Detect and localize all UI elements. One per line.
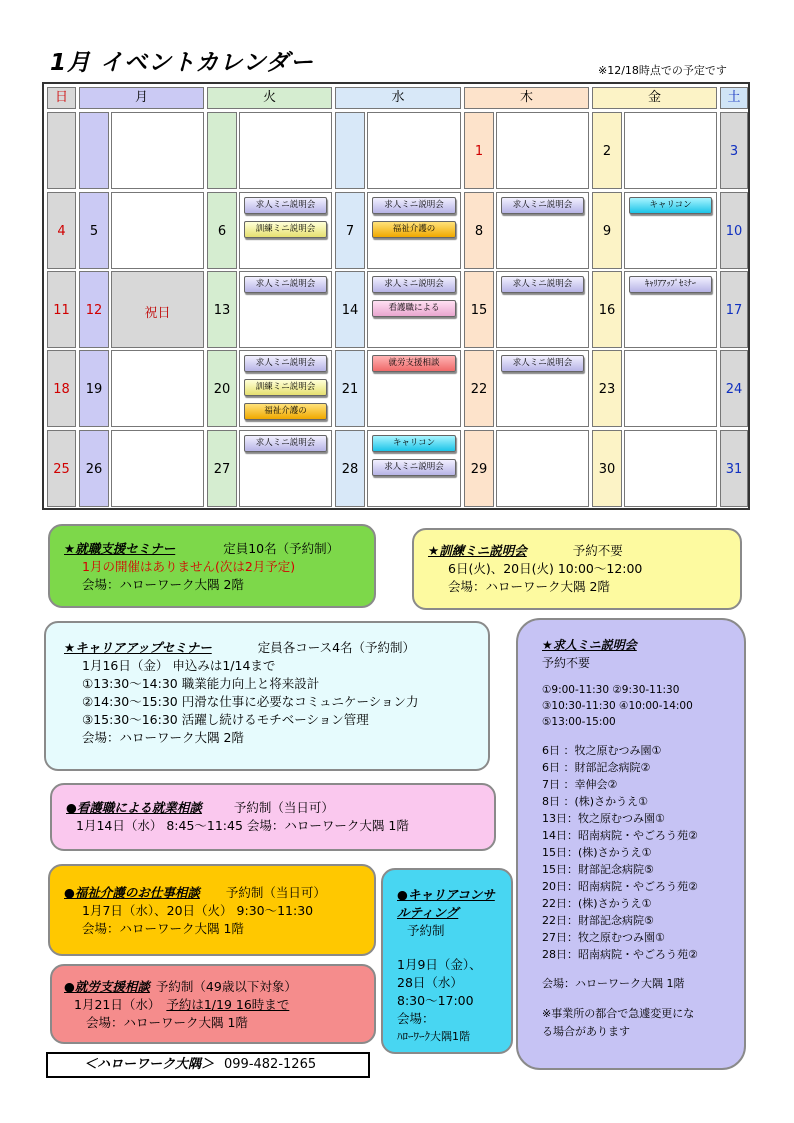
weekday-header-fri: 金 [592, 87, 717, 109]
job-entries [542, 742, 744, 963]
day-number-cell [335, 271, 365, 348]
weekday-header-sat: 土 [720, 87, 748, 109]
day-number-cell [335, 192, 365, 269]
day-number: 2 [602, 143, 612, 159]
careerup-course-2: ②14:30～15:30 円滑な仕事に必要なコミュニケーション力 [82, 694, 419, 709]
day-number: 25 [53, 461, 70, 477]
day-number-cell [79, 192, 109, 269]
job-entry: 14日：昭南病院・やごろう苑② [542, 829, 698, 842]
day-number: 17 [725, 302, 743, 318]
day-events-cell [367, 112, 461, 189]
day-number-cell [207, 350, 237, 427]
event-badge[interactable]: 求人ミニ説明会 [501, 355, 584, 372]
day-events-cell [111, 350, 204, 427]
day-number-cell [464, 271, 494, 348]
job-venue: 会場：ハローワーク大隅 1階 [542, 977, 685, 990]
seminar-notice: 1月の開催はありません(次は2月予定) [82, 559, 296, 574]
day-events-cell [496, 271, 589, 348]
event-badge[interactable]: 求人ミニ説明会 [244, 197, 327, 214]
day-cell [720, 112, 748, 189]
day-number: 21 [341, 381, 359, 397]
day-number-cell [79, 350, 109, 427]
seminar-title: ★就職支援セミナー [64, 541, 176, 556]
day-number: 14 [341, 302, 359, 318]
welfare-dates: 1月7日（水）、20日（火） 9:30～11:30 [82, 903, 314, 918]
day-events-cell [624, 271, 717, 348]
day-number: 9 [602, 223, 612, 239]
careerup-venue: 会場：ハローワーク大隅 2階 [82, 730, 244, 745]
day-events-cell [624, 112, 717, 189]
day-cell [720, 271, 748, 348]
day-events-cell [239, 271, 332, 348]
job-entry: 6日 ：財部記念病院② [542, 761, 651, 774]
day-number: 20 [213, 381, 231, 397]
consulting-date-1: 1月9日（金）、 [397, 957, 482, 972]
event-badge[interactable]: 就労支援相談 [372, 355, 456, 372]
event-badge[interactable]: 求人ミニ説明会 [244, 435, 327, 452]
careerup-date: 1月16日（金） 申込みは1/14まで [82, 658, 276, 673]
employment-title: ●就労支援相談 [64, 979, 150, 994]
weekday-header-tue: 火 [207, 87, 332, 109]
day-number: 26 [85, 461, 103, 477]
day-events-cell [367, 350, 461, 427]
event-badge[interactable]: 訓練ミニ説明会 [244, 379, 327, 396]
day-events-cell [239, 430, 332, 507]
day-events-cell [496, 192, 589, 269]
day-number: 3 [729, 143, 739, 159]
day-number: 8 [474, 223, 484, 239]
job-entry: 15日：(株)さかうえ① [542, 846, 652, 859]
day-number: 7 [345, 223, 355, 239]
day-number: 6 [217, 223, 227, 239]
day-events-cell [239, 112, 332, 189]
day-events-cell [111, 192, 204, 269]
seminar-box [48, 524, 376, 608]
event-badge[interactable]: 福祉介護の [244, 403, 327, 420]
day-events-cell [496, 430, 589, 507]
day-number-cell [207, 271, 237, 348]
day-number-cell [207, 192, 237, 269]
day-number-cell [335, 430, 365, 507]
event-badge[interactable]: 求人ミニ説明会 [244, 276, 327, 293]
day-number: 28 [341, 461, 359, 477]
welfare-venue: 会場：ハローワーク大隅 1階 [82, 921, 244, 936]
careerup-capacity: 定員各コース4名（予約制） [257, 640, 416, 655]
job-time-slot: ⑤13:00-15:00 [542, 716, 616, 728]
consulting-title-2: ルティング [397, 905, 459, 920]
welfare-reservation: 予約制（当日可） [225, 885, 326, 900]
employment-box [50, 964, 376, 1044]
day-number-cell [592, 192, 622, 269]
contact-name: ＜ハローワーク大隅＞ [84, 1057, 215, 1072]
day-number-cell [592, 271, 622, 348]
welfare-title: ●福祉介護のお仕事相談 [64, 885, 200, 900]
day-number: 12 [85, 302, 103, 318]
holiday-label: 祝日 [144, 305, 171, 321]
day-cell [720, 192, 748, 269]
event-badge[interactable]: 求人ミニ説明会 [501, 197, 584, 214]
careerup-title: ★キャリアアップセミナー [64, 640, 212, 655]
job-time-slot: ③10:30-11:30 ④10:00-14:00 [542, 700, 693, 712]
day-cell [47, 112, 76, 189]
employment-deadline: 予約は1/19 16時まで [166, 997, 290, 1012]
day-number: 16 [598, 302, 616, 318]
job-entry: 27日：牧之原むつみ園① [542, 931, 665, 944]
seminar-capacity: 定員10名（予約制） [223, 541, 340, 556]
day-number-cell [335, 112, 365, 189]
seminar-venue: 会場：ハローワーク大隅 2階 [82, 577, 244, 592]
job-box [516, 618, 746, 1070]
consulting-reservation: 予約制 [407, 923, 445, 938]
employment-venue: 会場：ハローワーク大隅 1階 [86, 1015, 248, 1030]
day-events-cell [111, 112, 204, 189]
day-number: 1 [474, 143, 484, 159]
day-events-cell [111, 430, 204, 507]
day-cell [47, 350, 76, 427]
training-reservation: 予約不要 [572, 543, 623, 558]
weekday-header-wed: 水 [335, 87, 461, 109]
weekday-header-sun: 日 [47, 87, 76, 109]
day-cell [720, 350, 748, 427]
job-title: ★求人ミニ説明会 [542, 638, 637, 652]
consulting-venue-2: ﾊﾛｰﾜｰｸ大隅1階 [397, 1030, 470, 1043]
day-number: 29 [470, 461, 488, 477]
job-entry: 7日 ：幸伸会② [542, 778, 618, 791]
day-cell [47, 430, 76, 507]
day-number-cell [592, 350, 622, 427]
event-badge[interactable]: 求人ミニ説明会 [501, 276, 584, 293]
event-badge[interactable]: 看護職による [372, 300, 456, 317]
day-number-cell [207, 112, 237, 189]
day-events-cell [367, 271, 461, 348]
event-calendar [42, 82, 750, 510]
day-events-cell [624, 192, 717, 269]
day-events-cell [239, 192, 332, 269]
day-number-cell [79, 271, 109, 348]
day-events-cell [624, 430, 717, 507]
nursing-reservation: 予約制（当日可） [233, 800, 334, 815]
day-number-cell [592, 430, 622, 507]
day-number: 4 [57, 223, 66, 239]
job-entry: 28日：昭南病院・やごろう苑② [542, 948, 698, 961]
day-number: 23 [598, 381, 616, 397]
nursing-schedule: 1月14日（水） 8:45～11:45 会場：ハローワーク大隅 1階 [76, 818, 409, 833]
day-number: 30 [598, 461, 616, 477]
day-events-cell [367, 430, 461, 507]
consulting-date-2: 28日（水） [397, 975, 463, 990]
job-times [542, 682, 744, 730]
day-number-cell [464, 430, 494, 507]
event-badge[interactable]: 求人ミニ説明会 [372, 197, 456, 214]
training-box [412, 528, 742, 610]
consulting-time: 8:30～17:00 [397, 993, 474, 1008]
employment-reservation: 予約制（49歳以下対象） [155, 979, 297, 994]
event-badge[interactable]: 求人ミニ説明会 [372, 276, 456, 293]
day-number-cell [464, 192, 494, 269]
day-events-cell [624, 350, 717, 427]
nursing-box [50, 783, 496, 851]
employment-date: 1月21日（水） [74, 997, 161, 1012]
contact-phone: 099-482-1265 [224, 1057, 317, 1072]
day-number-cell [592, 112, 622, 189]
day-cell [47, 192, 76, 269]
job-entry: 8日 ：(株)さかうえ① [542, 795, 648, 808]
weekday-header-thu: 木 [464, 87, 589, 109]
careerup-course-1: ①13:30～14:30 職業能力向上と将来設計 [82, 676, 320, 691]
job-entry: 22日：財部記念病院⑤ [542, 914, 654, 927]
job-note-2: る場合があります [542, 1025, 630, 1038]
day-number-cell [464, 350, 494, 427]
day-number: 24 [725, 381, 743, 397]
day-events-cell [367, 192, 461, 269]
day-number-cell [207, 430, 237, 507]
event-badge[interactable]: 求人ミニ説明会 [244, 355, 327, 372]
day-number-cell [79, 430, 109, 507]
job-entry: 20日：昭南病院・やごろう苑② [542, 880, 698, 893]
day-number: 27 [213, 461, 231, 477]
nursing-title: ●看護職による就業相談 [66, 800, 202, 815]
day-number: 19 [85, 381, 103, 397]
training-title: ★訓練ミニ説明会 [428, 543, 527, 558]
event-badge[interactable]: ｷｬﾘｱｱｯﾌﾟｾﾐﾅｰ [629, 276, 712, 293]
day-number-cell [335, 350, 365, 427]
day-cell [720, 430, 748, 507]
day-number: 13 [213, 302, 231, 318]
day-number: 5 [89, 223, 99, 239]
job-entry: 15日：財部記念病院⑤ [542, 863, 654, 876]
job-entry: 22日：(株)さかうえ① [542, 897, 652, 910]
training-dates: 6日(火)、20日(火) 10:00～12:00 [448, 561, 643, 576]
event-badge[interactable]: キャリコン [629, 197, 712, 214]
day-number: 15 [470, 302, 488, 318]
event-badge[interactable]: キャリコン [372, 435, 456, 452]
job-reservation: 予約不要 [542, 656, 591, 670]
training-venue: 会場：ハローワーク大隅 2階 [448, 579, 610, 594]
job-entry: 6日 ：牧之原むつみ園① [542, 744, 662, 757]
day-number-cell [464, 112, 494, 189]
day-number: 31 [725, 461, 743, 477]
careerup-course-3: ③15:30～16:30 活躍し続けるモチベーション管理 [82, 712, 369, 727]
update-note: ※12/18時点での予定です [598, 64, 727, 77]
job-time-slot: ①9:00-11:30 ②9:30-11:30 [542, 684, 680, 696]
consulting-venue-1: 会場： [397, 1011, 435, 1026]
welfare-box [48, 864, 376, 956]
day-events-cell [239, 350, 332, 427]
day-events-cell [496, 112, 589, 189]
day-number-cell [79, 112, 109, 189]
day-number: 18 [53, 381, 70, 397]
event-badge[interactable]: 訓練ミニ説明会 [244, 221, 327, 238]
careerup-box [44, 621, 490, 771]
day-number: 11 [53, 302, 70, 318]
job-entry: 13日：牧之原むつみ園① [542, 812, 665, 825]
weekday-header-mon: 月 [79, 87, 204, 109]
day-events-cell [111, 271, 204, 348]
page-title: 1月 イベントカレンダー [50, 50, 314, 76]
event-badge[interactable]: 福祉介護の [372, 221, 456, 238]
event-badge[interactable]: 求人ミニ説明会 [372, 459, 456, 476]
consulting-title-1: ●キャリアコンサ [397, 887, 495, 902]
contact-box [46, 1052, 370, 1078]
day-number: 10 [725, 223, 743, 239]
job-note-1: ※事業所の都合で急遽変更にな [542, 1007, 695, 1020]
day-number: 22 [470, 381, 488, 397]
day-events-cell [496, 350, 589, 427]
consulting-box [381, 868, 513, 1054]
day-cell [47, 271, 76, 348]
